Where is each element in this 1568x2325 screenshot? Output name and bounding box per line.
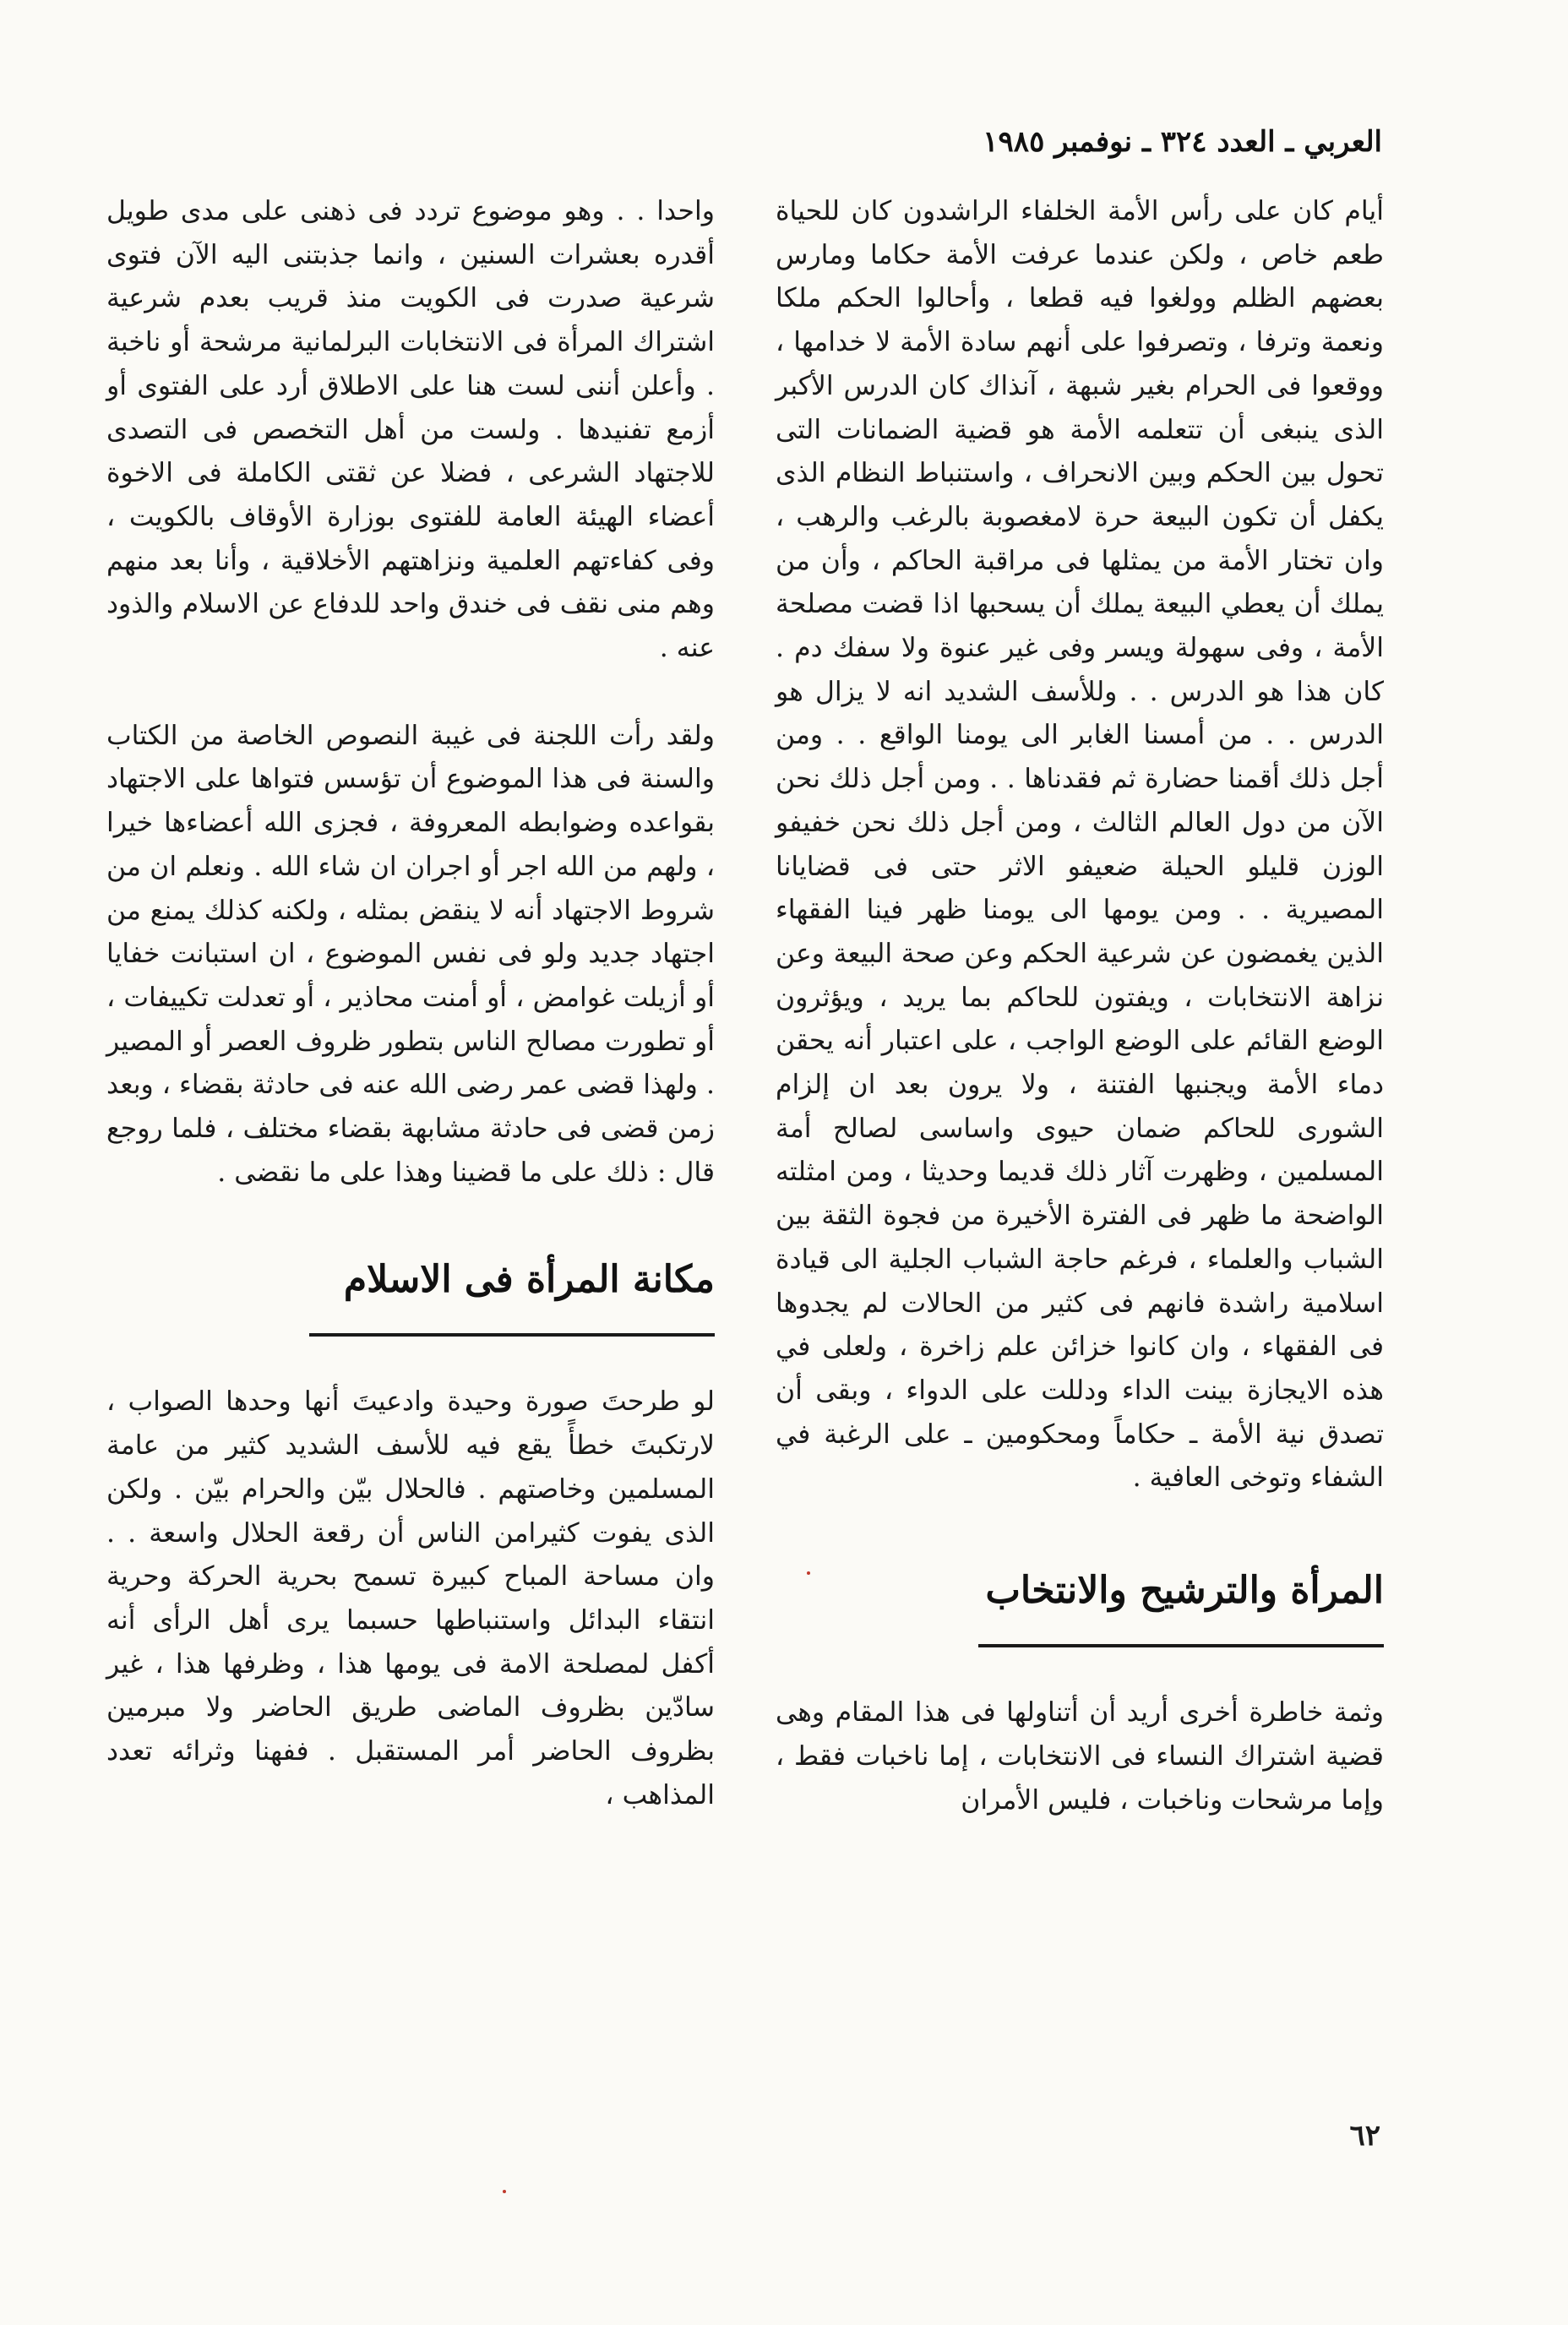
- section-rule: [309, 1333, 715, 1337]
- section-title-women-in-islam: مكانة المرأة فى الاسلام: [343, 1258, 715, 1302]
- left-section: [106, 1255, 715, 1817]
- left-paragraph-2: ولقد رأت اللجنة فى غيبة النصوص الخاصة من الكتاب والسنة فى هذا الموضوع أن تؤسس فتواها على الاجتهاد بقواعده وضوابطه المعروفة ، فجزى الله أعضاءها خيرا ، ولهم من الله اجر أو اجران ان شاء الله . ونعلم ان من شروط الاجتهاد أنه لا ينقض بمثله ، ولكنه كذلك يمنع من اجتهاد جديد ولو فى نفس الموضوع ، ان استبانت خفايا أو أزيلت غوامض ، أو أمنت محاذير ، أو تعدلت تكييفات ، أو تطورت مصالح الناس بتطور ظروف العصر أو المصير . ولهذا قضى عمر رضى الله عنه فى حادثة بقضاء ، وبعد زمن قضى فى حادثة مشابهة بقضاء مختلف ، فلما روجع قال : ذلك على ما قضينا وهذا على ما نقضى .: [106, 720, 715, 1188]
- print-speck: [807, 1571, 810, 1575]
- print-speck: [503, 2190, 506, 2193]
- section-rule: [978, 1644, 1384, 1647]
- page-number: ٦٢: [1349, 2119, 1380, 2153]
- right-section: [776, 1566, 1384, 1822]
- left-column: [106, 190, 715, 1818]
- left-paragraph-1: واحدا . . وهو موضوع تردد فى ذهنى على مدى طويل أقدره بعشرات السنين ، وانما جذبتنى اليه الآن فتوى شرعية صدرت فى الكويت منذ قريب بعدم شرعية اشتراك المرأة فى الانتخابات البرلمانية مرشحة أو ناخبة . وأعلن أننى لست هنا على الاطلاق أرد على الفتوى أو أزمع تفنيدها . ولست من أهل التخصص فى التصدى للاجتهاد الشرعى ، فضلا عن ثقتى الكاملة فى الاخوة أعضاء الهيئة العامة للفتوى بوزارة الأوقاف بالكويت ، وفى كفاءتهم العلمية ونزاهتهم الأخلاقية ، وأنا بعد منهم وهم منى نقف فى خندق واحد للدفاع عن الاسلام والذود عنه .: [106, 196, 715, 664]
- left-section-paragraph: لو طرحتَ صورة وحيدة وادعيتَ أنها وحدها الصواب ، لارتكبتَ خطأً يقع فيه للأسف الشديد كثير من عامة المسلمين وخاصتهم . فالحلال بيّن والحرام بيّن . ولكن الذى يفوت كثيرامن الناس أن رقعة الحلال واسعة . . وان مساحة المباح كبيرة تسمح بحرية الحركة وحرية انتقاء البدائل واستنباطها حسبما يرى أهل الرأى أنه أكفل لمصلحة الامة فى يومها هذا ، وظرفها هذا ، غير سادّين بظروف الماضى طريق الحاضر ولا مبرمين بظروف الحاضر أمر المستقبل . ففهنا وثرائه تعدد المذاهب ،: [106, 1386, 715, 1810]
- section-title-candidacy: المرأة والترشيح والانتخاب: [985, 1569, 1384, 1613]
- right-section-paragraph: وثمة خاطرة أخرى أريد أن أتناولها فى هذا المقام وهى قضية اشتراك النساء فى الانتخابات ، إما ناخبات فقط ، وإما مرشحات وناخبات ، فليس الأمران: [776, 1697, 1384, 1816]
- running-header: العربي ـ العدد ٣٢٤ ـ نوفمبر ١٩٨٥: [983, 125, 1382, 159]
- right-column: [776, 190, 1384, 1822]
- right-paragraph-1: أيام كان على رأس الأمة الخلفاء الراشدون كان للحياة طعم خاص ، ولكن عندما عرفت الأمة حكاما ومارس بعضهم الظلم وولغوا فيه قطعا ، وأحالوا الحكم ملكا ونعمة وترفا ، وتصرفوا على أنهم سادة الأمة لا خدامها ، ووقعوا فى الحرام بغير شبهة ، آنذاك كان الدرس الأكبر الذى ينبغى أن تتعلمه الأمة هو قضية الضمانات التى تحول بين الحكم وبين الانحراف ، واستنباط النظام الذى يكفل أن تكون البيعة حرة لامغصوبة بالرغب والرهب ، وان تختار الأمة من يمثلها فى مراقبة الحاكم ، وأن من يملك أن يعطي البيعة يملك أن يسحبها اذا قضت مصلحة الأمة ، وفى سهولة ويسر وفى غير عنوة ولا سفك دم . كان هذا هو الدرس . . وللأسف الشديد انه لا يزال هو الدرس . . من أمسنا الغابر الى يومنا الواقع . . ومن أجل ذلك أقمنا حضارة ثم فقدناها . . ومن أجل ذلك نحن الآن من دول العالم الثالث ، ومن أجل ذلك نحن خفيفو الوزن قليلو الحيلة ضعيفو الاثر حتى فى قضايانا المصيرية . . ومن يومها الى يومنا ظهر فينا الفقهاء الذين يغمضون عن شرعية الحكم وعن صحة البيعة وعن نزاهة الانتخابات ، ويفتون للحاكم بما يريد ، ويؤثرون الوضع القائم على الوضع الواجب ، على اعتبار أنه يحقن دماء الأمة ويجنبها الفتنة ، ولا يرون بعد ان إلزام الشورى للحاكم ضمان حيوى واساسى لصالح أمة المسلمين ، وظهرت آثار ذلك قديما وحديثا ، ومن امثلته الواضحة ما ظهر فى الفترة الأخيرة من فجوة الثقة بين الشباب والعلماء ، فرغم حاجة الشباب الجلية الى قيادة اسلامية راشدة فانهم فى كثير من الحالات لم يجدوها فى الفقهاء ، وان كانوا خزائن علم زاخرة ، ولعلى في هذه الايجازة بينت الداء ودللت على الدواء ، وبقى أن تصدق نية الأمة ـ حكاماً ومحكومين ـ على الرغبة في الشفاء وتوخى العافية .: [776, 196, 1384, 1494]
